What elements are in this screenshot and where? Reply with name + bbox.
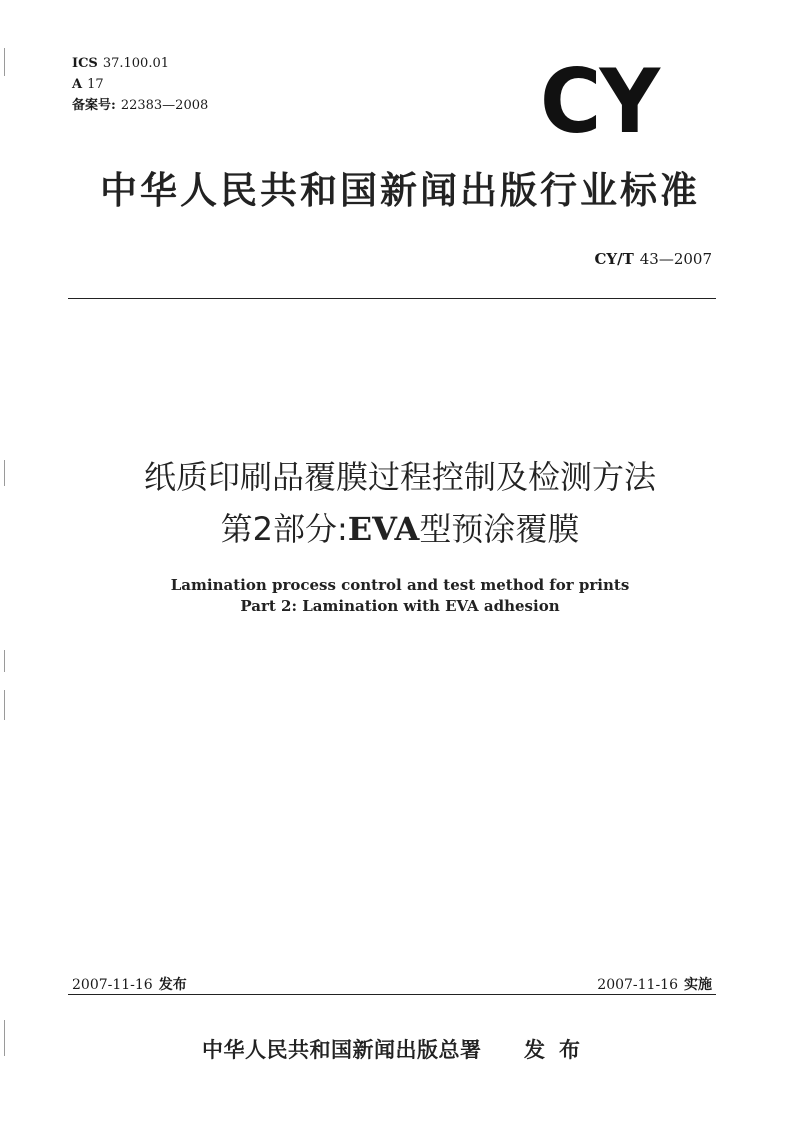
standard-code: CY/T bbox=[594, 250, 634, 268]
title-cn-suffix: 型预涂覆膜 bbox=[419, 510, 580, 548]
class-value: 17 bbox=[87, 77, 104, 92]
issue-date bbox=[72, 974, 187, 994]
cy-logo: CY bbox=[540, 50, 659, 153]
publisher-name: 中华人民共和国新闻出版总署 bbox=[202, 1038, 482, 1062]
issue-date-value: 2007-11-16 bbox=[72, 977, 153, 993]
standard-number bbox=[594, 250, 712, 268]
record-line bbox=[72, 96, 208, 116]
ics-line bbox=[72, 54, 169, 74]
title-cn-line1: 纸质印刷品覆膜过程控制及检测方法 bbox=[143, 458, 656, 496]
scan-edge-mark bbox=[4, 650, 5, 672]
class-line bbox=[72, 75, 104, 95]
implementation-word: 实施 bbox=[684, 977, 712, 993]
title-cn-eva: EVA bbox=[347, 510, 420, 548]
title-en-line2: Part 2: Lamination with EVA adhesion bbox=[240, 597, 560, 615]
implementation-date bbox=[597, 974, 712, 994]
class-label: A bbox=[72, 77, 83, 92]
title-en-line1: Lamination process control and test method for prints bbox=[170, 576, 630, 594]
footer-divider bbox=[68, 994, 716, 995]
header-divider bbox=[68, 298, 716, 299]
title-cn-line2 bbox=[0, 504, 800, 550]
record-label: 备案号: bbox=[72, 98, 116, 113]
standard-year-number: 43—2007 bbox=[639, 250, 712, 268]
org-title: 中华人民共和国新闻出版行业标准 bbox=[100, 169, 700, 212]
implementation-date-value: 2007-11-16 bbox=[597, 977, 678, 993]
ics-value: 37.100.01 bbox=[102, 56, 169, 71]
title-cn-part: 第2部分: bbox=[220, 510, 348, 548]
record-value: 22383—2008 bbox=[120, 98, 209, 113]
scan-edge-mark bbox=[4, 1020, 5, 1056]
ics-label: ICS bbox=[72, 56, 98, 71]
publish-word: 发布 bbox=[524, 1038, 594, 1062]
scan-edge-mark bbox=[4, 690, 5, 720]
issue-word: 发布 bbox=[158, 977, 187, 993]
scan-edge-mark bbox=[4, 48, 5, 76]
